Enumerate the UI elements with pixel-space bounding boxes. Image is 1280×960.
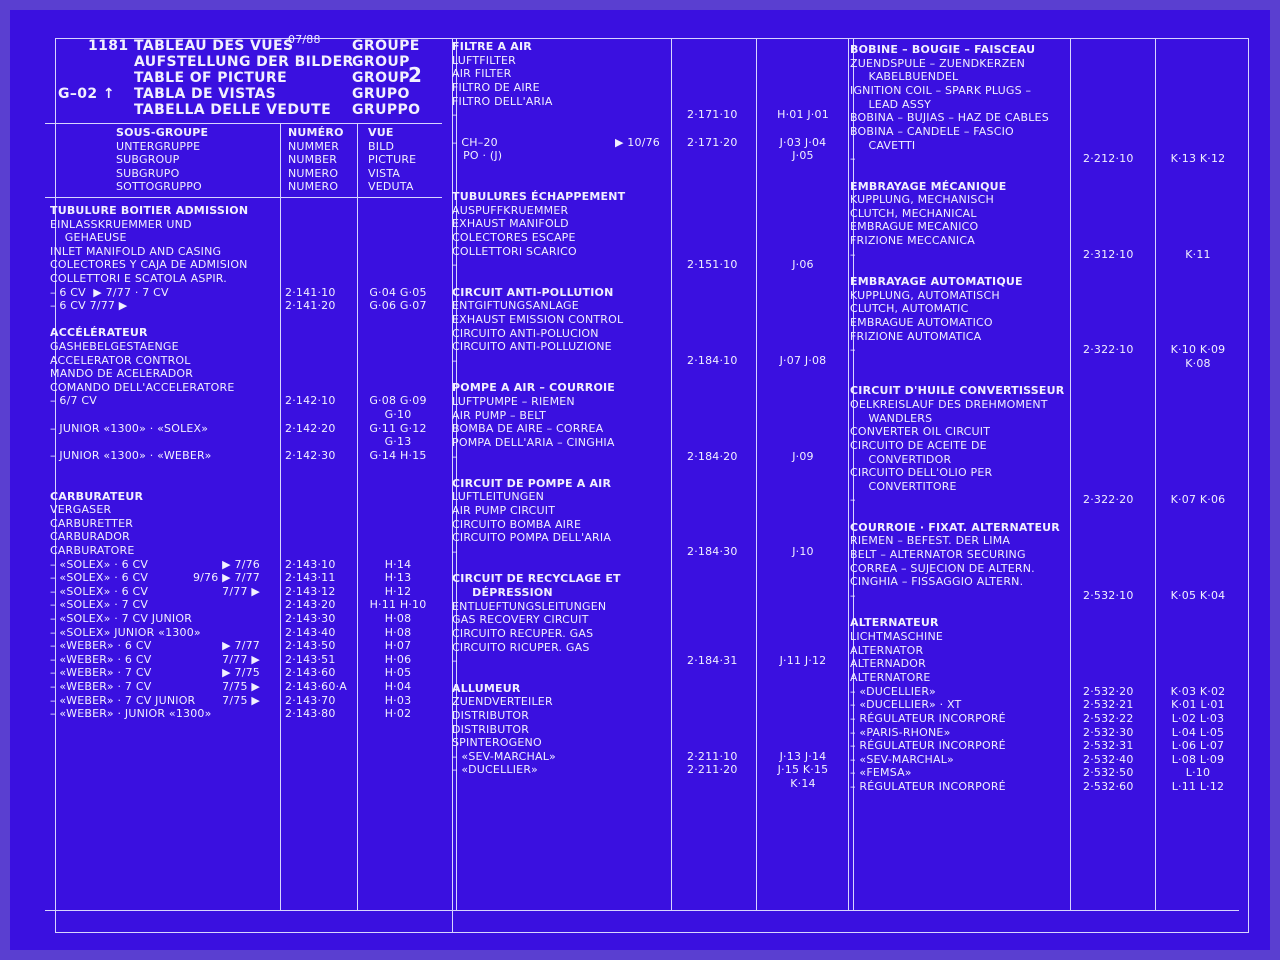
entry-label: – RÉGULATEUR INCORPORÉ: [850, 711, 1006, 725]
entry-label: CORREA – SUJECION DE ALTERN.: [850, 561, 1035, 575]
part-number: 2·143·60: [285, 666, 336, 680]
view-reference: L·06 L·07: [1171, 739, 1225, 753]
up-arrow-icon: ↑: [97, 86, 115, 102]
part-number: 2·212·10: [1083, 152, 1134, 166]
part-number: 2·532·20: [1083, 684, 1134, 698]
entry-label: AIR PUMP CIRCUIT: [452, 504, 556, 518]
view-reference: L·10: [1185, 766, 1211, 780]
part-number: 2·184·20: [687, 449, 738, 463]
header-rule: [45, 123, 442, 124]
view-reference: J·07 J·08: [779, 353, 827, 367]
entry-label: CIRCUITO DELL'OLIO PER: [850, 466, 993, 480]
entry-label: KABELBUENDEL: [850, 70, 959, 84]
part-number: 2·143·50: [285, 639, 336, 653]
section-title: FILTRE A AIR: [452, 40, 532, 53]
view-reference: H·13: [384, 571, 412, 585]
entry-label: EXHAUST EMISSION CONTROL: [452, 313, 624, 326]
view-reference: J·13 J·14: [779, 749, 827, 763]
entry-label: – 6/7 CV: [50, 394, 98, 408]
entry-label: ACCELERATOR CONTROL: [50, 353, 191, 367]
entry-label: LICHTMASCHINE: [850, 629, 944, 643]
view-reference: H·07: [384, 639, 412, 653]
part-number: 2·532·22: [1083, 711, 1134, 725]
view-reference: H·02: [384, 707, 412, 721]
entry-label: CLUTCH, AUTOMATIC: [850, 302, 969, 316]
view-reference: K·13 K·12: [1170, 152, 1226, 166]
view-reference: H·01 J·01: [777, 108, 829, 122]
view-reference: K·14: [790, 777, 816, 791]
entry-label: – «WEBER» · 6 CV: [50, 652, 152, 666]
view-reference: K·03 K·02: [1170, 684, 1226, 698]
view-reference: H·03: [384, 693, 412, 707]
part-number: 2·143·12: [285, 584, 336, 598]
number-column-rule: [1070, 38, 1071, 911]
view-reference: K·10 K·09: [1170, 343, 1226, 357]
entry-label: CIRCUITO POMPA DELL'ARIA: [452, 531, 612, 545]
part-number: 2·143·70: [285, 693, 336, 707]
view-reference: L·04 L·05: [1171, 725, 1225, 739]
entry-label: – RÉGULATEUR INCORPORÉ: [850, 780, 1006, 794]
part-number: 2·532·31: [1083, 739, 1134, 753]
view-header: PICTURE: [368, 153, 417, 166]
entry-label: CIRCUITO RECUPER. GAS: [452, 626, 594, 640]
entry-date-range: ▶ 10/76: [614, 135, 660, 149]
view-reference: H·05: [384, 666, 412, 680]
number-column-rule: [280, 123, 281, 911]
view-reference: H·12: [384, 584, 412, 598]
entry-label: AUSPUFFKRUEMMER: [452, 203, 569, 217]
entry-label: FRIZIONE AUTOMATICA: [850, 329, 982, 343]
view-reference: J·15 K·15: [777, 763, 829, 777]
entry-label: – «DUCELLIER» · XT: [850, 698, 962, 712]
number-header: NUMMER: [288, 139, 340, 153]
column-divider: [848, 38, 849, 911]
view-reference: G·13: [384, 435, 412, 449]
part-number: 2·184·31: [687, 654, 738, 668]
entry-label: EMBRAGUE MECANICO: [850, 220, 979, 234]
entry-label: FILTRO DELL'ARIA: [452, 94, 553, 108]
entry-label: BOMBA DE AIRE – CORREA: [452, 422, 604, 436]
entry-label: – CH–20: [452, 135, 498, 149]
view-column-rule: [1155, 38, 1156, 911]
entry-label: POMPA DELL'ARIA – CINGHIA: [452, 435, 615, 449]
column-divider: [456, 38, 457, 911]
entry-label: COLECTORES Y CAJA DE ADMISION: [50, 258, 248, 272]
entry-label: EINLASSKRUEMMER UND: [50, 217, 192, 231]
subgroup-header: SUBGROUP: [116, 153, 180, 166]
entry-label: CARBURATORE: [50, 544, 135, 557]
view-reference: J·05: [792, 149, 814, 163]
subgroup-header: SOUS-GROUPE: [116, 126, 209, 139]
view-reference: K·07 K·06: [1170, 493, 1226, 507]
number-header: NUMBER: [288, 153, 338, 166]
view-reference: G·06 G·07: [369, 299, 427, 313]
entry-label: – «DUCELLIER»: [850, 684, 936, 698]
entry-label: – «SOLEX» · 6 CV: [50, 584, 149, 598]
entry-label: – «WEBER» · 7 CV: [50, 680, 152, 693]
view-reference: H·04: [384, 680, 412, 693]
entry-label: CONVERTER OIL CIRCUIT: [850, 425, 991, 439]
view-reference: K·01 L·01: [1171, 698, 1225, 712]
entry-label: MANDO DE ACELERADOR: [50, 367, 194, 381]
part-number: 2·322·20: [1083, 493, 1134, 507]
view-reference: H·08: [384, 612, 412, 625]
view-header: VISTA: [368, 166, 401, 180]
view-header: VEDUTA: [368, 180, 414, 193]
entry-label: – «FEMSA»: [850, 766, 912, 780]
view-reference: J·09: [792, 449, 814, 463]
view-reference: J·11 J·12: [779, 654, 827, 668]
entry-label: – «SOLEX» · 7 CV JUNIOR: [50, 612, 193, 625]
part-number: 2·322·10: [1083, 343, 1134, 357]
entry-label: CIRCUITO ANTI-POLLUZIONE: [452, 340, 612, 354]
footer-rule: [45, 910, 1239, 911]
view-reference: L·08 L·09: [1171, 752, 1225, 766]
subgroup-header: SOTTOGRUPPO: [116, 180, 202, 193]
entry-date-range: 7/75 ▶: [222, 693, 260, 707]
entry-label: – RÉGULATEUR INCORPORÉ: [850, 739, 1006, 753]
part-number: 2·142·20: [285, 421, 336, 435]
entry-label: – 6 CV ▶ 7/77 · 7 CV: [50, 285, 169, 299]
entry-label: WANDLERS: [850, 411, 933, 425]
section-title: CIRCUIT DE RECYCLAGE ET: [452, 572, 621, 586]
view-reference: G·11 G·12: [369, 421, 427, 435]
entry-label: – «WEBER» · JUNIOR «1300»: [50, 707, 212, 721]
entry-label: FILTRO DE AIRE: [452, 80, 540, 94]
column-header-rule: [45, 197, 442, 198]
edition-date: 07/88: [288, 33, 321, 46]
entry-label: – JUNIOR «1300» · «WEBER»: [50, 448, 212, 462]
entry-label: – «SOLEX» · 6 CV: [50, 571, 149, 585]
group-label: GROUP: [352, 54, 410, 70]
part-number: 2·184·30: [687, 545, 738, 559]
entry-label: –: [452, 545, 458, 559]
entry-label: –: [850, 589, 856, 602]
view-reference: G·10: [384, 408, 412, 421]
part-number: 2·143·51: [285, 652, 336, 666]
entry-label: CIRCUITO BOMBA AIRE: [452, 517, 582, 531]
part-number: 2·141·20: [285, 299, 336, 313]
view-column-rule: [357, 123, 358, 911]
entry-label: –: [452, 353, 458, 367]
view-reference: H·08: [384, 625, 412, 639]
part-number: 2·141·10: [285, 285, 336, 299]
view-reference: K·11: [1185, 247, 1211, 261]
section-title: CARBURATEUR: [50, 489, 144, 503]
entry-label: DISTRIBUTOR: [452, 708, 530, 722]
entry-label: AIR PUMP – BELT: [452, 408, 547, 422]
entry-label: GEHAEUSE: [50, 231, 127, 245]
section-title: EMBRAYAGE AUTOMATIQUE: [850, 275, 1023, 289]
group-label: GROUP: [352, 70, 410, 86]
entry-label: CINGHIA – FISSAGGIO ALTERN.: [850, 575, 1024, 589]
part-number: 2·171·10: [687, 108, 738, 122]
entry-label: –: [452, 449, 458, 463]
page-title-line: TABELLA DELLE VEDUTE: [134, 102, 332, 118]
entry-label: GASHEBELGESTAENGE: [50, 340, 179, 353]
entry-label: CLUTCH, MECHANICAL: [850, 206, 977, 220]
entry-label: COLECTORES ESCAPE: [452, 231, 576, 245]
entry-label: ZUENDVERTEILER: [452, 695, 553, 709]
entry-label: – «DUCELLIER»: [452, 763, 538, 777]
entry-label: –: [850, 152, 856, 166]
group-label: GRUPO: [352, 86, 410, 102]
entry-label: OELKREISLAUF DES DREHMOMENT: [850, 397, 1048, 411]
entry-label: –: [850, 493, 856, 507]
entry-label: CONVERTITORE: [850, 479, 957, 493]
part-number: 2·143·20: [285, 598, 336, 612]
view-reference: J·06: [792, 258, 814, 272]
entry-label: CARBURADOR: [50, 530, 130, 544]
part-number: 2·211·10: [687, 749, 738, 763]
part-number: 2·532·10: [1083, 589, 1134, 602]
entry-label: – «SOLEX» JUNIOR «1300»: [50, 625, 201, 639]
entry-label: RIEMEN – BEFEST. DER LIMA: [850, 534, 1011, 548]
part-number: 2·142·30: [285, 448, 336, 462]
entry-label: – «PARIS-RHONE»: [850, 725, 951, 739]
entry-label: – 6 CV 7/77 ▶: [50, 299, 128, 313]
part-number: 2·151·10: [687, 258, 738, 272]
section-title: CIRCUIT D'HUILE CONVERTISSEUR: [850, 384, 1065, 398]
entry-label: – «WEBER» · 6 CV: [50, 639, 152, 653]
entry-label: INLET MANIFOLD AND CASING: [50, 244, 222, 258]
entry-date-range: 9/76 ▶ 7/77: [192, 571, 260, 585]
section-title: TUBULURE BOITIER ADMISSION: [50, 204, 249, 217]
entry-label: COLLETTORI E SCATOLA ASPIR.: [50, 272, 227, 285]
entry-label: ENTLUEFTUNGSLEITUNGEN: [452, 599, 607, 613]
section-title: CIRCUIT ANTI-POLLUTION: [452, 285, 614, 299]
group-number: 2: [408, 63, 423, 87]
entry-label: AIR FILTER: [452, 67, 512, 81]
number-header: NUMÉRO: [288, 126, 344, 139]
entry-label: SPINTEROGENO: [452, 736, 542, 750]
entry-label: CONVERTIDOR: [850, 452, 952, 466]
view-reference: G·14 H·15: [369, 448, 427, 462]
entry-label: CIRCUITO RICUPER. GAS: [452, 640, 590, 654]
entry-label: –: [452, 654, 458, 668]
entry-date-range: 7/77 ▶: [222, 652, 260, 666]
entry-label: CIRCUITO ANTI-POLUCION: [452, 326, 599, 340]
subgroup-header: UNTERGRUPPE: [116, 139, 201, 153]
view-reference: H·06: [384, 652, 412, 666]
entry-label: IGNITION COIL – SPARK PLUGS –: [850, 83, 1032, 97]
view-reference: H·14: [384, 557, 412, 571]
page-title-line: TABLA DE VISTAS: [134, 86, 277, 102]
part-number: 2·143·60·A: [285, 680, 348, 693]
entry-label: – «SEV-MARCHAL»: [452, 749, 556, 763]
entry-label: LUFTLEITUNGEN: [452, 490, 545, 504]
group-label: GROUPE: [352, 38, 420, 54]
part-number: 2·143·80: [285, 707, 336, 721]
entry-label: BELT – ALTERNATOR SECURING: [850, 548, 1026, 562]
part-number: 2·532·30: [1083, 725, 1134, 739]
entry-label: GAS RECOVERY CIRCUIT: [452, 613, 589, 627]
number-column-rule: [671, 38, 672, 911]
entry-label: DISTRIBUTOR: [452, 722, 530, 736]
section-title: ALTERNATEUR: [850, 616, 939, 630]
view-reference: G·08 G·09: [369, 394, 427, 408]
entry-label: CAVETTI: [850, 138, 916, 152]
view-column-rule: [756, 38, 757, 911]
entry-label: COMANDO DELL'ACCELERATORE: [50, 380, 235, 394]
entry-label: KUPPLUNG, MECHANISCH: [850, 193, 994, 207]
section-title: BOBINE – BOUGIE – FAISCEAU: [850, 43, 1036, 56]
entry-label: EXHAUST MANIFOLD: [452, 217, 569, 231]
entry-label: –: [850, 343, 856, 357]
view-reference: H·11 H·10: [369, 598, 427, 612]
subgroup-header: SUBGRUPO: [116, 166, 180, 180]
group-label: GRUPPO: [352, 102, 421, 118]
part-number: 2·532·21: [1083, 698, 1134, 712]
page-title-line: TABLE OF PICTURE: [134, 70, 288, 86]
entry-date-range: 7/75 ▶: [222, 680, 260, 693]
section-title: EMBRAYAGE MÉCANIQUE: [850, 179, 1007, 193]
number-header: NUMERO: [288, 166, 339, 180]
entry-label: BOBINA – CANDELE – FASCIO: [850, 124, 1014, 138]
entry-date-range: 7/77 ▶: [222, 584, 260, 598]
entry-date-range: ▶ 7/75: [222, 666, 260, 680]
entry-label: ALTERNADOR: [850, 657, 926, 671]
entry-date-range: ▶ 7/76: [222, 557, 260, 571]
section-title: TUBULURES ÉCHAPPEMENT: [452, 190, 626, 204]
part-number: 2·143·10: [285, 557, 336, 571]
entry-label: –: [850, 247, 856, 261]
entry-date-range: ▶ 7/77: [222, 639, 260, 653]
page-title-line: AUFSTELLUNG DER BILDER: [134, 54, 354, 70]
entry-label: –: [452, 108, 458, 122]
page-number: 1181: [88, 38, 129, 54]
view-reference: J·03 J·04: [779, 135, 827, 149]
view-reference: K·05 K·04: [1170, 589, 1226, 602]
entry-label: ENTGIFTUNGSANLAGE: [452, 299, 579, 313]
entry-label: – «WEBER» · 7 CV: [50, 666, 152, 680]
section-title: CIRCUIT DE POMPE A AIR: [452, 476, 612, 490]
entry-label: PO · (J): [452, 149, 503, 163]
entry-label: FRIZIONE MECCANICA: [850, 234, 975, 248]
view-header: VUE: [368, 126, 394, 139]
entry-label: KUPPLUNG, AUTOMATISCH: [850, 288, 1000, 302]
document-sheet: [10, 10, 1270, 950]
view-header: BILD: [368, 139, 395, 153]
view-reference: G·04 G·05: [369, 285, 427, 299]
part-number: 2·143·30: [285, 612, 336, 625]
entry-label: LEAD ASSY: [850, 97, 932, 111]
part-number: 2·532·60: [1083, 780, 1134, 794]
entry-label: – JUNIOR «1300» · «SOLEX»: [50, 421, 209, 435]
entry-label: EMBRAGUE AUTOMATICO: [850, 316, 993, 329]
view-reference: J·10: [792, 545, 814, 559]
view-reference: L·11 L·12: [1171, 780, 1225, 794]
section-title: DÉPRESSION: [452, 586, 553, 599]
entry-label: VERGASER: [50, 503, 112, 517]
group-code: G–02 ↑: [58, 86, 115, 102]
entry-label: CARBURETTER: [50, 516, 134, 530]
entry-label: ALTERNATOR: [850, 643, 924, 657]
entry-label: ALTERNATORE: [850, 670, 931, 684]
section-title: ALLUMEUR: [452, 681, 521, 695]
view-reference: K·08: [1185, 356, 1211, 370]
entry-label: – «SEV-MARCHAL»: [850, 752, 954, 766]
page-title-line: TABLEAU DES VUES: [134, 38, 294, 54]
entry-label: ZUENDSPULE – ZUENDKERZEN: [850, 56, 1026, 70]
part-number: 2·142·10: [285, 394, 336, 408]
entry-label: – «SOLEX» · 6 CV: [50, 557, 149, 571]
part-number: 2·312·10: [1083, 247, 1134, 261]
section-title: POMPE A AIR – COURROIE: [452, 381, 615, 395]
part-number: 2·532·50: [1083, 766, 1134, 780]
entry-label: BOBINA – BUJIAS – HAZ DE CABLES: [850, 111, 1049, 125]
number-header: NUMERO: [288, 180, 339, 193]
entry-label: CIRCUITO DE ACEITE DE: [850, 438, 987, 452]
part-number: 2·171·20: [687, 135, 738, 149]
entry-label: –: [452, 258, 458, 272]
part-number: 2·532·40: [1083, 752, 1134, 766]
part-number: 2·143·11: [285, 571, 336, 585]
entry-label: – «WEBER» · 7 CV JUNIOR: [50, 693, 196, 707]
entry-label: LUFTFILTER: [452, 53, 516, 67]
part-number: 2·143·40: [285, 625, 336, 639]
entry-label: COLLETTORI SCARICO: [452, 244, 577, 258]
view-reference: L·02 L·03: [1171, 711, 1225, 725]
entry-label: LUFTPUMPE – RIEMEN: [452, 394, 575, 408]
part-number: 2·184·10: [687, 353, 738, 367]
part-number: 2·211·20: [687, 763, 738, 777]
section-title: ACCÉLÉRATEUR: [50, 326, 148, 340]
section-title: COURROIE · FIXAT. ALTERNATEUR: [850, 520, 1060, 534]
entry-label: – «SOLEX» · 7 CV: [50, 598, 149, 612]
